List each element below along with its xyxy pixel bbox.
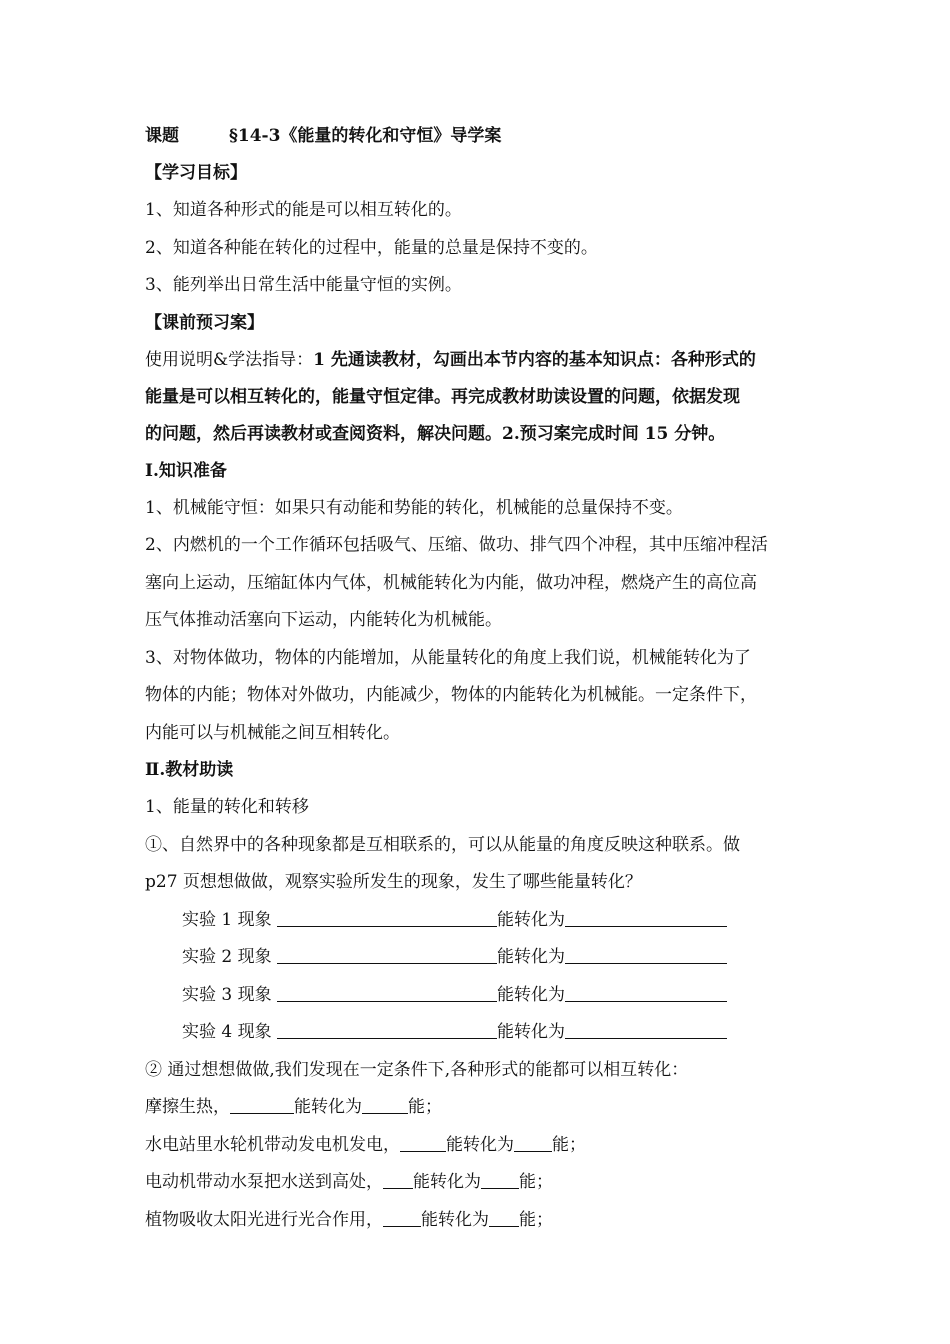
experiment-row bbox=[145, 1014, 815, 1052]
example-mid: 能转化为 bbox=[413, 1172, 481, 1192]
example-prefix: 植物吸收太阳光进行光合作用， bbox=[145, 1209, 383, 1230]
energy-blank[interactable] bbox=[565, 980, 727, 1002]
energy-blank[interactable] bbox=[565, 905, 727, 927]
example-mid: 能转化为 bbox=[294, 1097, 362, 1117]
energy-blank[interactable] bbox=[481, 1167, 519, 1189]
knowledge-line: 塞向上运动，压缩缸体内气体，机械能转化为内能，做功冲程，燃烧产生的高位高 bbox=[145, 572, 757, 593]
example-suffix: 能； bbox=[519, 1172, 553, 1192]
experiment-label: 实验 1 现象 bbox=[182, 909, 272, 930]
energy-blank[interactable] bbox=[230, 1092, 294, 1114]
goal-item: 1、知道各种形式的能是可以相互转化的。 bbox=[145, 200, 462, 220]
phenomenon-blank[interactable] bbox=[277, 1017, 497, 1039]
goals-heading: 【学习目标】 bbox=[145, 163, 247, 183]
knowledge-line: 3、对物体做功，物体的内能增加，从能量转化的角度上我们说，机械能转化为了 bbox=[145, 647, 751, 668]
example-suffix: 能； bbox=[519, 1209, 553, 1230]
experiment-label: 实验 3 现象 bbox=[182, 984, 272, 1005]
instruction-line: 能量是可以相互转化的，能量守恒定律。再完成教材助读设置的问题，依据发现 bbox=[145, 386, 740, 407]
energy-blank[interactable] bbox=[400, 1130, 446, 1152]
instruction-label: 使用说明&学法指导： bbox=[145, 349, 314, 370]
example-mid: 能转化为 bbox=[421, 1209, 489, 1230]
experiment-mid: 能转化为 bbox=[497, 1022, 565, 1042]
experiment-mid: 能转化为 bbox=[497, 909, 565, 930]
example-row bbox=[145, 1164, 815, 1202]
title-label: 课题 bbox=[145, 126, 179, 146]
experiment-mid: 能转化为 bbox=[497, 984, 565, 1005]
goal-item: 2、知道各种能在转化的过程中，能量的总量是保持不变的。 bbox=[145, 237, 598, 258]
knowledge-line: 内能可以与机械能之间互相转化。 bbox=[145, 722, 400, 743]
experiment-mid: 能转化为 bbox=[497, 947, 565, 967]
experiment-row bbox=[145, 977, 815, 1015]
knowledge-line: 物体的内能；物体对外做功，内能减少，物体的内能转化为机械能。一定条件下， bbox=[145, 685, 757, 705]
example-prefix: 电动机带动水泵把水送到高处， bbox=[145, 1172, 383, 1192]
knowledge-heading: Ⅰ.知识准备 bbox=[145, 460, 227, 481]
example-mid: 能转化为 bbox=[446, 1134, 514, 1155]
reading-intro-line: p27 页想想做做，观察实验所发生的现象，发生了哪些能量转化？ bbox=[145, 872, 642, 892]
phenomenon-blank[interactable] bbox=[277, 942, 497, 964]
reading-intro-line: ①、自然界中的各种现象都是互相联系的，可以从能量的角度反映这种联系。做 bbox=[145, 834, 740, 855]
title-row bbox=[145, 118, 815, 155]
energy-blank[interactable] bbox=[362, 1092, 408, 1114]
reading-subheading: 1、能量的转化和转移 bbox=[145, 797, 309, 817]
example-row bbox=[145, 1127, 815, 1165]
example-prefix: 水电站里水轮机带动发电机发电， bbox=[145, 1134, 400, 1155]
knowledge-line: 压气体推动活塞向下运动，内能转化为机械能。 bbox=[145, 610, 502, 630]
experiment-label: 实验 2 现象 bbox=[182, 947, 272, 967]
experiment-row bbox=[145, 939, 815, 977]
conclusion-line: ② 通过想想做做,我们发现在一定条件下,各种形式的能都可以相互转化： bbox=[145, 1059, 689, 1080]
energy-blank[interactable] bbox=[565, 942, 727, 964]
example-prefix: 摩擦生热， bbox=[145, 1097, 230, 1117]
phenomenon-blank[interactable] bbox=[277, 905, 497, 927]
energy-blank[interactable] bbox=[489, 1205, 519, 1227]
knowledge-line: 1、机械能守恒：如果只有动能和势能的转化，机械能的总量保持不变。 bbox=[145, 497, 683, 518]
instruction-line bbox=[145, 342, 815, 379]
instruction-line: 的问题，然后再读教材或查阅资料，解决问题。2.预习案完成时间 15 分钟。 bbox=[145, 423, 726, 444]
example-suffix: 能； bbox=[552, 1134, 586, 1155]
energy-blank[interactable] bbox=[383, 1205, 421, 1227]
example-row bbox=[145, 1202, 815, 1240]
phenomenon-blank[interactable] bbox=[277, 980, 497, 1002]
energy-blank[interactable] bbox=[383, 1167, 413, 1189]
preview-heading: 【课前预习案】 bbox=[145, 312, 264, 333]
knowledge-line: 2、内燃机的一个工作循环包括吸气、压缩、做功、排气四个冲程，其中压缩冲程活 bbox=[145, 535, 768, 555]
experiment-label: 实验 4 现象 bbox=[182, 1022, 272, 1042]
energy-blank[interactable] bbox=[565, 1017, 727, 1039]
experiment-row bbox=[145, 902, 815, 940]
instruction-text: 1 先通读教材，勾画出本节内容的基本知识点：各种形式的 bbox=[313, 349, 756, 370]
energy-blank[interactable] bbox=[514, 1130, 552, 1152]
reading-heading: Ⅱ.教材助读 bbox=[145, 760, 234, 780]
page-title: §14-3《能量的转化和守恒》导学案 bbox=[229, 126, 502, 146]
example-suffix: 能； bbox=[408, 1097, 442, 1117]
example-row bbox=[145, 1089, 815, 1127]
goal-item: 3、能列举出日常生活中能量守恒的实例。 bbox=[145, 275, 462, 295]
worksheet-page bbox=[145, 118, 815, 1239]
